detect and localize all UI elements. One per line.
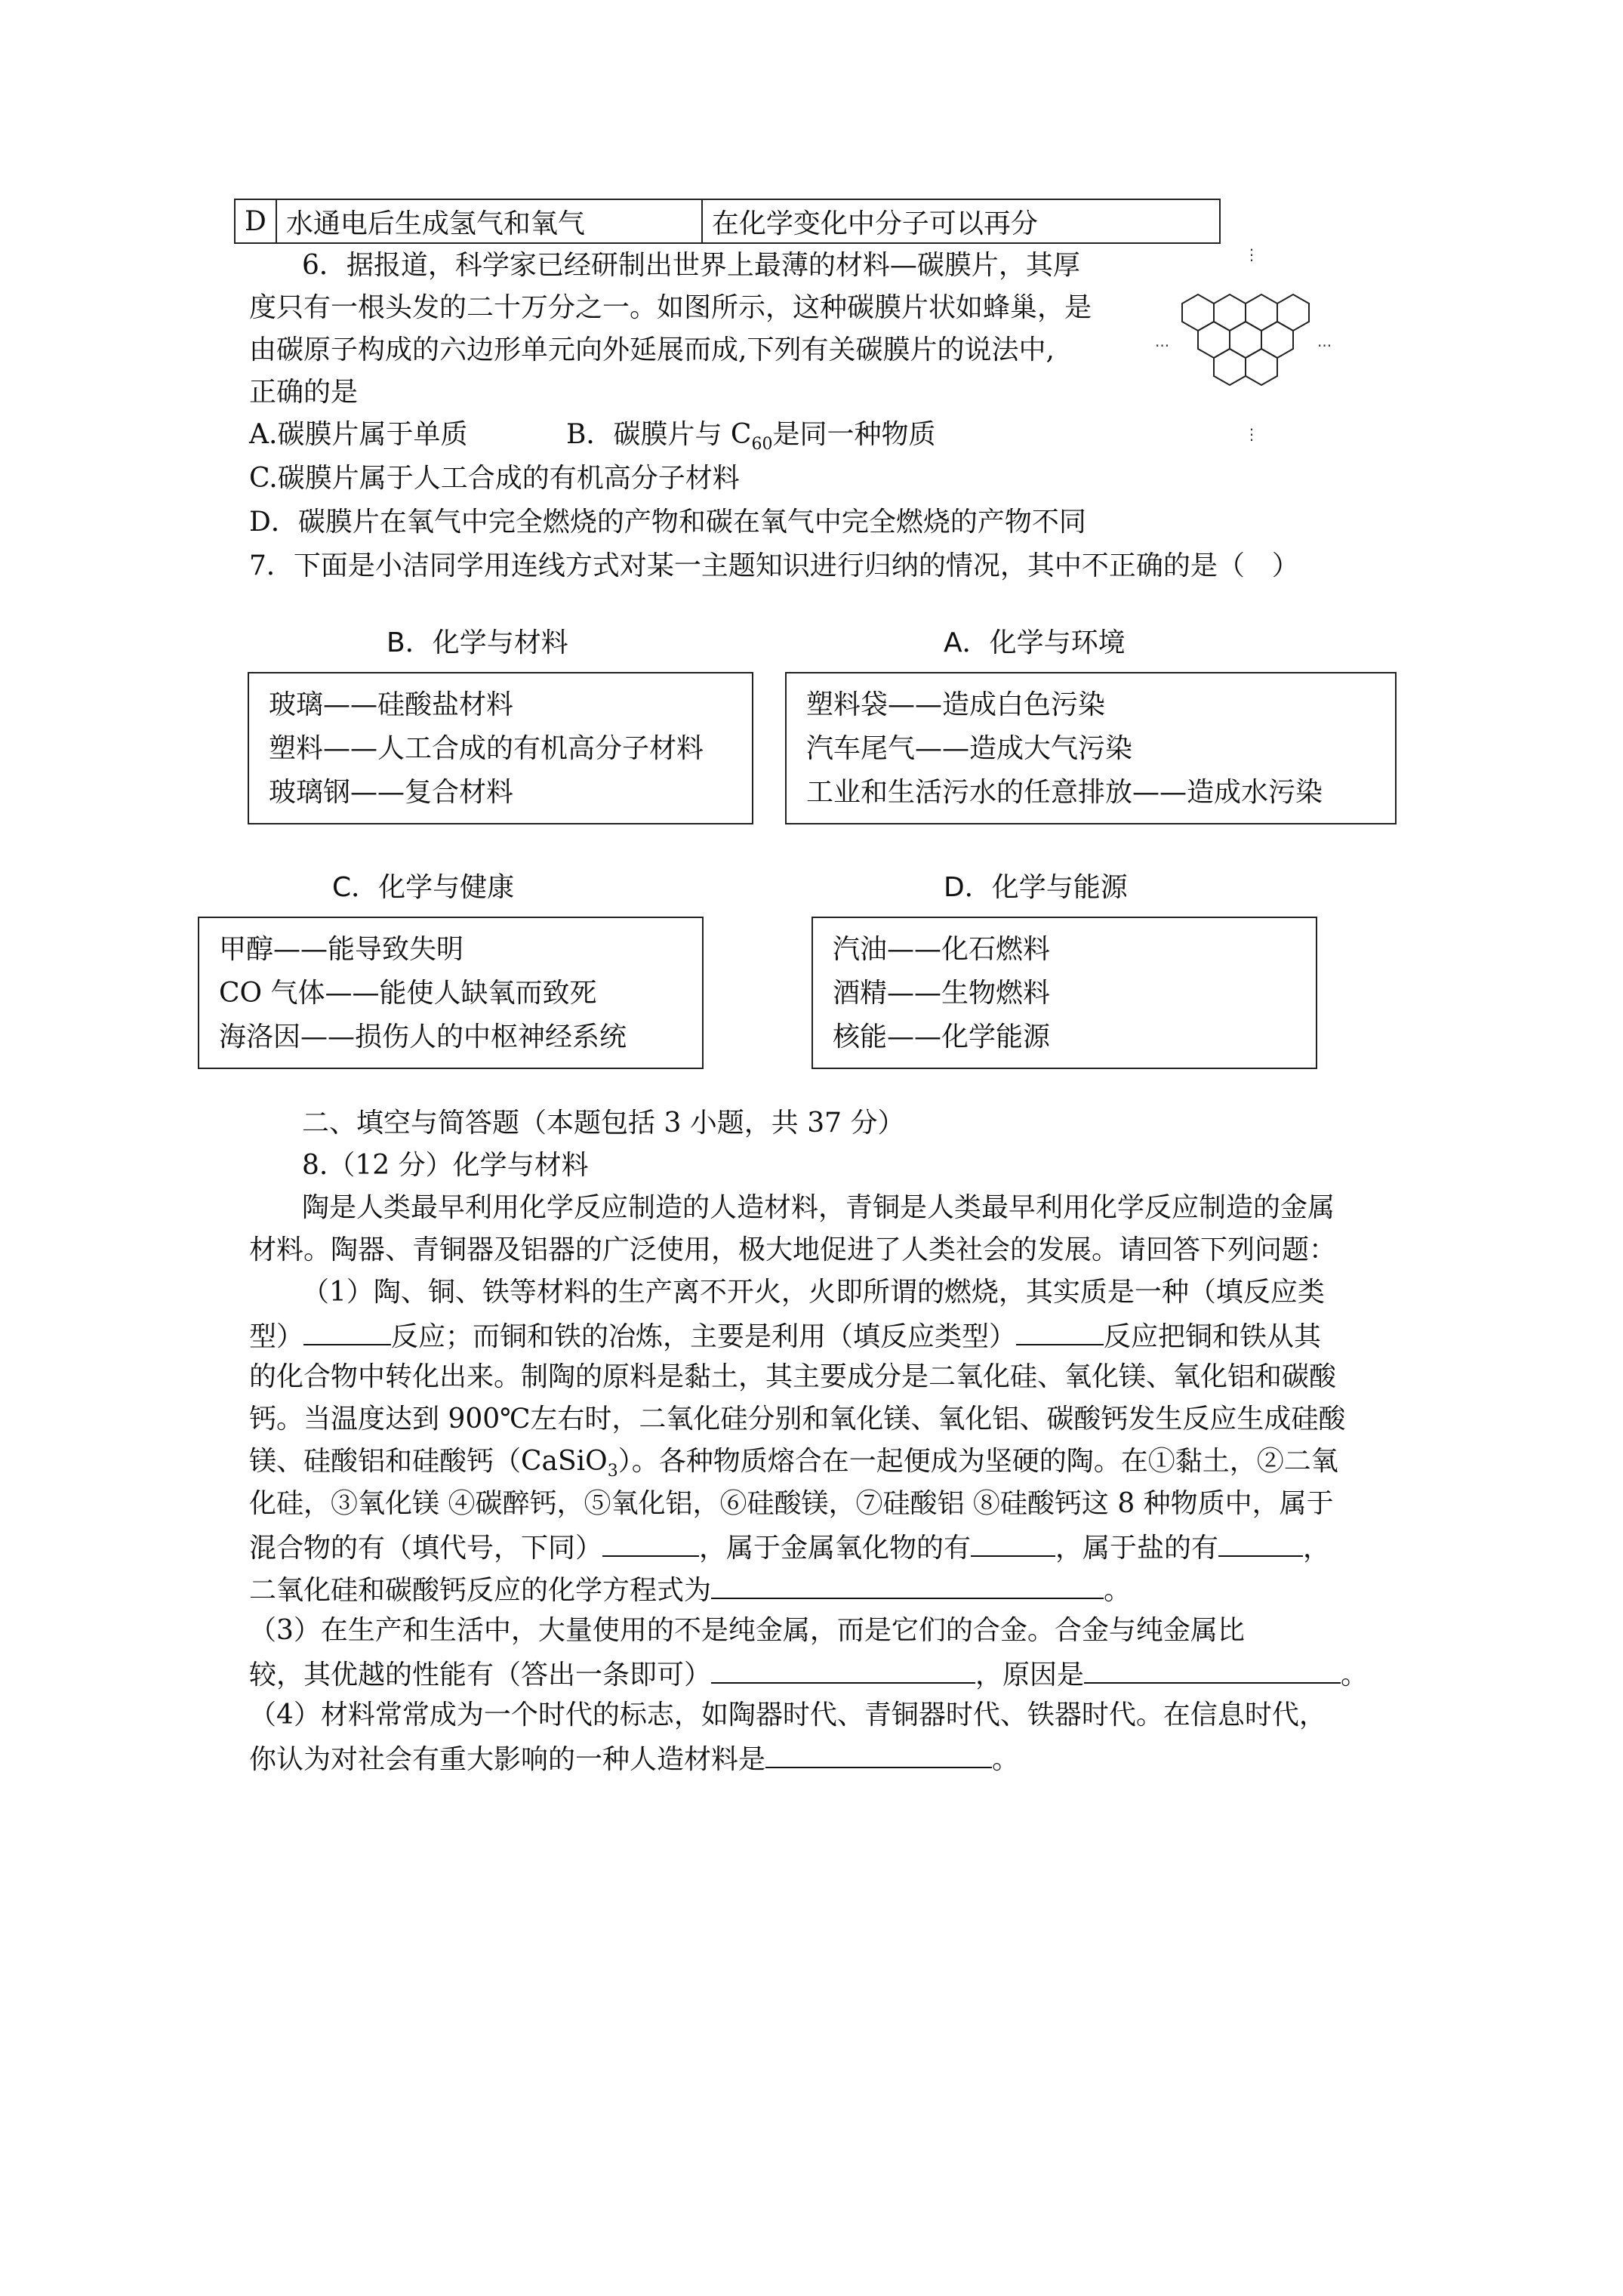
alloy-reason-blank[interactable] [1084,1657,1341,1684]
box-a-line-1: 塑料袋——造成白色污染 [806,689,1106,720]
q6-option-b [566,418,935,461]
q8-p1-line-2 [249,1318,1321,1354]
material-blank[interactable] [765,1741,992,1768]
option-d-table [234,199,1221,244]
reaction-type-blank-1[interactable] [303,1318,391,1345]
q8-p4-l2a: 你认为对社会有重大影响的一种人造材料是 [249,1744,766,1775]
q8-p1-l5a: 镁、硅酸铝和硅酸钙（CaSiO [249,1446,608,1477]
q8-p1-line-8 [249,1572,1131,1607]
table-row [235,199,1220,243]
q8-p3-l2a: 较，其优越的性能有（答出一条即可） [249,1660,712,1690]
q6-option-b-sub: 60 [751,435,773,455]
svg-text:···: ··· [1317,337,1332,355]
q8-p1-line-3: 的化合物中转化出来。制陶的原料是黏土，其主要成分是二氧化硅、氧化镁、氧化铝和碳酸 [249,1361,1337,1392]
q6-option-a: A.碳膜片属于单质 [249,419,468,450]
q8-p1-l5sub: 3 [607,1462,618,1481]
q8-p1-l8a: 二氧化硅和碳酸钙反应的化学方程式为 [249,1575,712,1606]
mixture-blank[interactable] [602,1530,699,1557]
svg-text:⋮: ⋮ [1244,245,1259,264]
q6-option-b-pre: B．碳膜片与 C [566,419,752,450]
section-heading: 二、填空与简答题（本题包括 3 小题，共 37 分） [302,1108,905,1139]
q6-stem-line-2: 度只有一根头发的二十万分之一。如图所示，这种碳膜片状如蜂巢，是 [249,292,1092,323]
box-c-line-2: CO 气体——能使人缺氧而致死 [219,978,597,1009]
q8-p4-line-1: （4）材料常常成为一个时代的标志，如陶器时代、青铜器时代、铁器时代。在信息时代， [249,1700,1326,1730]
box-b-line-3: 玻璃钢——复合材料 [269,777,514,808]
honeycomb-figure [1140,242,1359,453]
q8-p4-l2b: 。 [992,1744,1020,1775]
box-a-title: A．化学与环境 [944,627,1126,658]
box-d-title: D．化学与能源 [944,872,1128,903]
box-d-line-1: 汽油——化石燃料 [833,934,1051,965]
explanation-cell: 在化学变化中分子可以再分 [702,199,1220,243]
box-d [812,917,1317,1069]
box-c-line-3: 海洛因——损伤人的中枢神经系统 [219,1022,627,1052]
q6-stem-line-1: 6．据报道，科学家已经研制出世界上最薄的材料—碳膜片，其厚 [302,250,1080,281]
box-d-line-2: 酒精——生物燃料 [833,978,1051,1009]
option-letter-cell: D [235,199,276,243]
box-d-line-3: 核能——化学能源 [833,1022,1051,1052]
q8-intro-line-1: 陶是人类最早利用化学反应制造的人造材料，青铜是人类最早利用化学反应制造的金属 [302,1192,1335,1223]
q8-p3-line-2 [249,1657,1368,1692]
q8-title: 8.（12 分）化学与材料 [302,1150,589,1181]
q8-p1-line-1: （1）陶、铜、铁等材料的生产离不开火，火即所谓的燃烧，其实质是一种（填反应类 [302,1277,1325,1308]
q6-stem-line-4: 正确的是 [249,377,359,408]
metal-oxide-blank[interactable] [971,1530,1055,1557]
q8-p1-line-4: 钙。当温度达到 900℃左右时，二氧化硅分别和氧化镁、氧化铝、碳酸钙发生反应生成硅酸 [249,1404,1346,1435]
equation-blank[interactable] [711,1572,1104,1599]
fact-cell: 水通电后生成氢气和氧气 [276,199,702,243]
q6-option-c: C.碳膜片属于人工合成的有机高分子材料 [249,463,740,494]
svg-text:⋮: ⋮ [1244,425,1259,443]
box-c [198,917,704,1069]
box-a-line-2: 汽车尾气——造成大气污染 [806,733,1133,764]
box-b-title: B．化学与材料 [387,627,568,658]
q6-option-b-post: 是同一种物质 [772,419,936,450]
q8-p1-l7d: ， [1303,1533,1331,1564]
q8-p1-l7b: ，属于金属氧化物的有 [699,1533,972,1564]
q8-intro-line-2: 材料。陶器、青铜器及铝器的广泛使用，极大地促进了人类社会的发展。请回答下列问题： [249,1234,1337,1265]
box-c-title: C．化学与健康 [332,872,515,903]
q8-p1-line-7 [249,1530,1330,1565]
q8-p1-l8b: 。 [1104,1575,1132,1606]
q8-p1-l2a: 型） [249,1321,304,1352]
box-c-line-1: 甲醇——能导致失明 [219,934,464,965]
q8-p1-l7a: 混合物的有（填代号，下同） [249,1533,603,1564]
box-a-line-3: 工业和生活污水的任意排放——造成水污染 [806,777,1323,808]
salt-blank[interactable] [1218,1530,1303,1557]
q8-p1-l7c: ，属于盐的有 [1055,1533,1219,1564]
box-a [785,672,1397,824]
q8-p1-line-5 [249,1445,1338,1488]
q8-p3-line-1: （3）在生产和生活中，大量使用的不是纯金属，而是它们的合金。合金与纯金属比 [249,1615,1245,1646]
q8-p1-l2b: 反应；而铜和铁的冶炼，主要是利用（填反应类型） [391,1321,1017,1352]
q8-p1-l5b: ）。各种物质熔合在一起便成为坚硬的陶。在①黏土，②二氧 [617,1446,1338,1477]
box-b-line-1: 玻璃——硅酸盐材料 [269,689,514,720]
q8-p1-line-6: 化硅，③氧化镁 ④碳醉钙，⑤氧化铝，⑥硅酸镁，⑦硅酸铝 ⑧硅酸钙这 8 种物质中，属于 [249,1488,1334,1519]
svg-text:···: ··· [1155,337,1170,355]
q8-p4-line-2 [249,1741,1019,1777]
box-b-line-2: 塑料——人工合成的有机高分子材料 [269,733,704,764]
reaction-type-blank-2[interactable] [1016,1318,1104,1345]
q7-stem: 7．下面是小洁同学用连线方式对某一主题知识进行归纳的情况，其中不正确的是（ ） [249,550,1299,581]
q8-p3-l2b: ，原因是 [975,1660,1085,1690]
q8-p1-l2c: 反应把铜和铁从其 [1104,1321,1322,1352]
alloy-property-blank[interactable] [711,1657,975,1684]
q6-option-d: D．碳膜片在氧气中完全燃烧的产物和碳在氧气中完全燃烧的产物不同 [249,507,1086,538]
q8-p3-l2c: 。 [1341,1660,1369,1690]
q6-stem-line-3: 由碳原子构成的六边形单元向外延展而成,下列有关碳膜片的说法中, [249,334,1055,365]
box-b [248,672,753,824]
